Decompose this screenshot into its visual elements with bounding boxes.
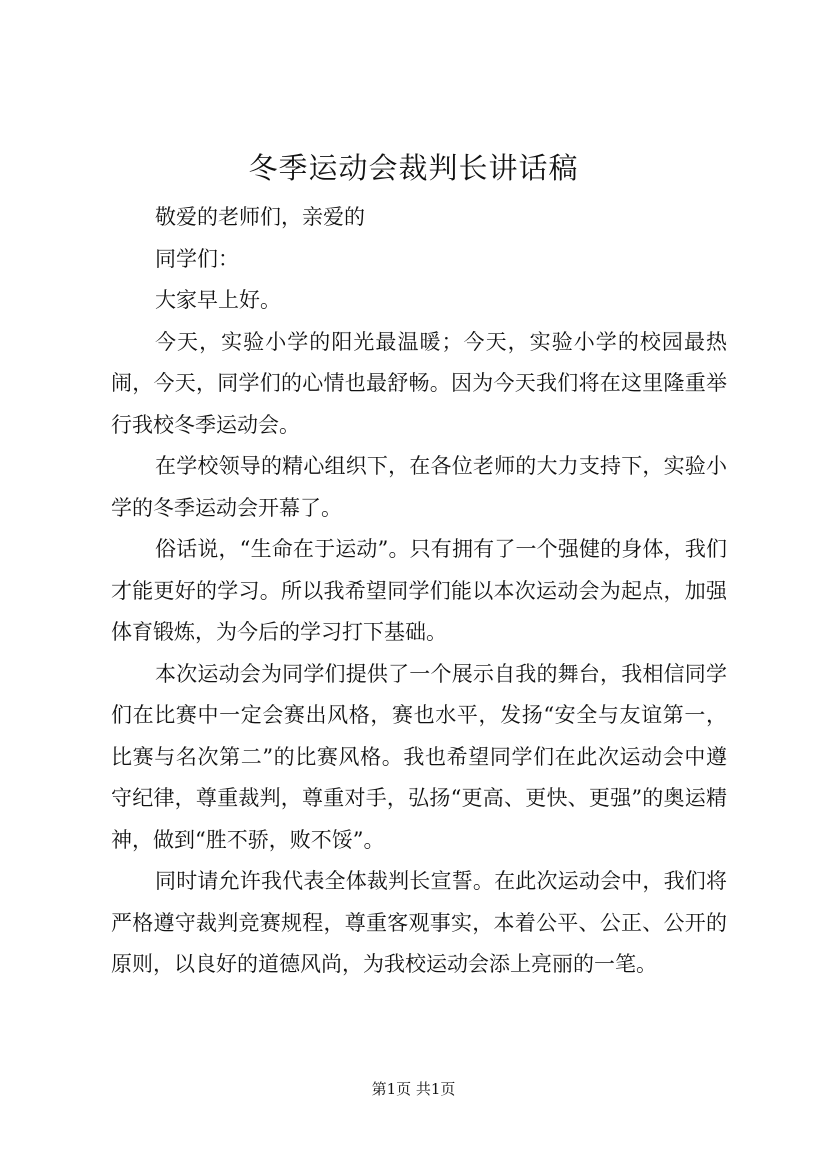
page-number-footer: 第1页 共1页 [371,1080,456,1098]
salutation-line-2: 同学们： [155,246,239,271]
paragraph-4: 本次运动会为同学们提供了一个展示自我的舞台，我相信同学们在比赛中一定会赛出风格，赛也水平，发扬“安全与友谊第一，比赛与名次第二”的比赛风格。我也希望同学们在此次运动会中遵守纪律，尊重裁判，尊重对手，弘扬“更高、更快、更强”的奥运精神，做到“胜不骄，败不馁”。 [111,661,727,852]
paragraph-5: 同时请允许我代表全体裁判长宣誓。在此次运动会中，我们将严格遵守裁判竞赛规程，尊重客观事实，本着公平、公正、公开的原则，以良好的道德风尚，为我校运动会添上亮丽的一笔。 [111,869,727,976]
document-body [111,197,727,986]
paragraph-2: 在学校领导的精心组织下，在各位老师的大力支持下，实验小学的冬季运动会开幕了。 [111,454,727,520]
document-title: 冬季运动会裁判长讲话稿 [248,151,579,185]
paragraph-1: 今天，实验小学的阳光最温暖；今天，实验小学的校园最热闹，今天，同学们的心情也最舒畅。因为今天我们将在这里隆重举行我校冬季运动会。 [111,329,727,437]
paragraph-3: 俗话说，“生命在于运动”。只有拥有了一个强健的身体，我们才能更好的学习。所以我希望同学们能以本次运动会为起点，加强体育锻炼，为今后的学习打下基础。 [111,537,727,644]
salutation-line-1: 敬爱的老师们，亲爱的 [155,205,365,229]
greeting: 大家早上好。 [155,288,281,312]
